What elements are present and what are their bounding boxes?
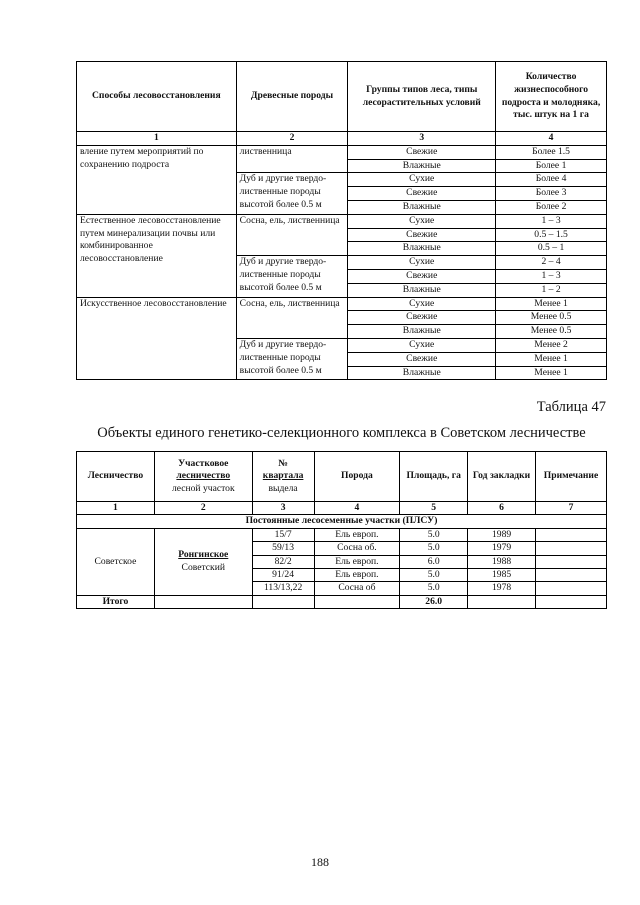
species-cell: Сосна, ель, лиственница [236,297,348,338]
forest-type-cell: Влажные [348,200,496,214]
quantity-cell: Менее 2 [496,338,607,352]
forest-type-cell: Сухие [348,338,496,352]
header-note: Примечание [536,452,607,502]
header-forest-types: Группы типов леса, типы лесорастительных условий [348,62,496,132]
col-number: 3 [348,132,496,146]
species-cell: Дуб и другие твердо-лиственные породы высотой более 0.5 м [236,338,348,379]
forest-type-cell: Влажные [348,283,496,297]
page-number: 188 [311,855,329,869]
forestry-cell: Советское [77,528,155,595]
quantity-cell: 0.5 – 1 [496,242,607,256]
header-quantity: Количество жизнеспособного подроста и молодняка, тыс. штук на 1 га [496,62,607,132]
table-row [77,297,607,311]
note-cell [536,582,607,595]
table-number: Таблица 47 [536,399,606,415]
table2-body [77,528,607,595]
section-title: Постоянные лесосеменные участки (ПЛСУ) [77,515,607,528]
column-numbers-row [77,132,607,146]
year-cell: 1979 [468,542,536,555]
forest-type-cell: Свежие [348,352,496,366]
quantity-cell: Более 1 [496,159,607,173]
note-cell [536,528,607,541]
area-cell: 5.0 [400,582,468,595]
header-forestry: Лесничество [77,452,155,502]
col-number: 4 [314,502,400,515]
empty-cell [154,595,252,608]
year-cell: 1989 [468,528,536,541]
forest-type-cell: Сухие [348,256,496,270]
col-number: 2 [154,502,252,515]
area-cell: 5.0 [400,569,468,582]
empty-cell [468,595,536,608]
quantity-cell: 1 – 2 [496,283,607,297]
forest-type-cell: Сухие [348,173,496,187]
species-cell: Ель европ. [314,569,400,582]
col-number: 7 [536,502,607,515]
quantity-cell: Менее 0.5 [496,325,607,339]
forest-type-cell: Влажные [348,242,496,256]
header-area: Площадь, га [400,452,468,502]
year-cell: 1988 [468,555,536,568]
forest-type-cell: Свежие [348,269,496,283]
quantity-cell: 1 – 3 [496,269,607,283]
quantity-cell: Более 4 [496,173,607,187]
note-cell [536,555,607,568]
genetic-selection-table [76,451,607,609]
total-area: 26.0 [400,595,468,608]
forest-type-cell: Свежие [348,311,496,325]
species-cell: Сосна, ель, лиственница [236,214,348,255]
forest-type-cell: Свежие [348,228,496,242]
species-cell: Дуб и другие твердо-лиственные породы высотой более 0.5 м [236,173,348,214]
col-number: 2 [236,132,348,146]
quantity-cell: Менее 1 [496,366,607,380]
species-cell: лиственница [236,145,348,173]
quarter-cell: 82/2 [252,555,314,568]
species-cell: Дуб и другие твердо-лиственные породы высотой более 0.5 м [236,256,348,297]
col-number: 1 [77,132,237,146]
col-number: 4 [496,132,607,146]
forest-type-cell: Влажные [348,159,496,173]
table-row [77,528,607,541]
method-cell: Естественное лесовосстановление путем минерализации почвы или комбинированное лесовосстановление [77,214,237,297]
quantity-cell: Более 2 [496,200,607,214]
quantity-cell: Менее 0.5 [496,311,607,325]
header-species: Порода [314,452,400,502]
total-label: Итого [77,595,155,608]
table-caption: Объекты единого генетико-селекционного комплекса в Советском лесничестве [97,425,586,441]
column-numbers-row [77,502,607,515]
forest-type-cell: Свежие [348,187,496,201]
quarter-cell: 113/13,22 [252,582,314,595]
plot-name: Советский [181,561,225,573]
method-cell: Искусственное лесовосстановление [77,297,237,380]
col-number: 5 [400,502,468,515]
district-cell [154,528,252,595]
table-row [77,214,607,228]
area-cell: 5.0 [400,528,468,541]
table-row [77,145,607,159]
method-cell: вление путем мероприятий по сохранению подроста [77,145,237,214]
district-name: Ронгинское [178,549,229,561]
table1-body [77,132,607,380]
forest-type-cell: Сухие [348,214,496,228]
header-district: Участковое лесничество лесной участок [154,452,252,502]
species-cell: Ель европ. [314,528,400,541]
species-cell: Сосна об. [314,542,400,555]
note-cell [536,542,607,555]
year-cell: 1978 [468,582,536,595]
header-year: Год закладки [468,452,536,502]
col-number: 6 [468,502,536,515]
quarter-cell: 91/24 [252,569,314,582]
col-number: 3 [252,502,314,515]
quantity-cell: Менее 1 [496,297,607,311]
empty-cell [314,595,400,608]
quantity-cell: Более 1.5 [496,145,607,159]
quantity-cell: Менее 1 [496,352,607,366]
header-quarter: № квартала выдела [252,452,314,502]
col-number: 1 [77,502,155,515]
forest-type-cell: Свежие [348,145,496,159]
quantity-cell: Более 3 [496,187,607,201]
header-species: Древесные породы [236,62,348,132]
quantity-cell: 1 – 3 [496,214,607,228]
year-cell: 1985 [468,569,536,582]
forest-type-cell: Влажные [348,366,496,380]
empty-cell [536,595,607,608]
quarter-cell: 59/13 [252,542,314,555]
note-cell [536,569,607,582]
forest-type-cell: Влажные [348,325,496,339]
quantity-cell: 0.5 – 1.5 [496,228,607,242]
quarter-cell: 15/7 [252,528,314,541]
area-cell: 6.0 [400,555,468,568]
species-cell: Сосна об [314,582,400,595]
total-row [77,595,607,608]
species-cell: Ель европ. [314,555,400,568]
forest-type-cell: Сухие [348,297,496,311]
area-cell: 5.0 [400,542,468,555]
forest-regeneration-table [76,61,607,380]
quantity-cell: 2 – 4 [496,256,607,270]
empty-cell [252,595,314,608]
header-method: Способы лесовосстановления [77,62,237,132]
